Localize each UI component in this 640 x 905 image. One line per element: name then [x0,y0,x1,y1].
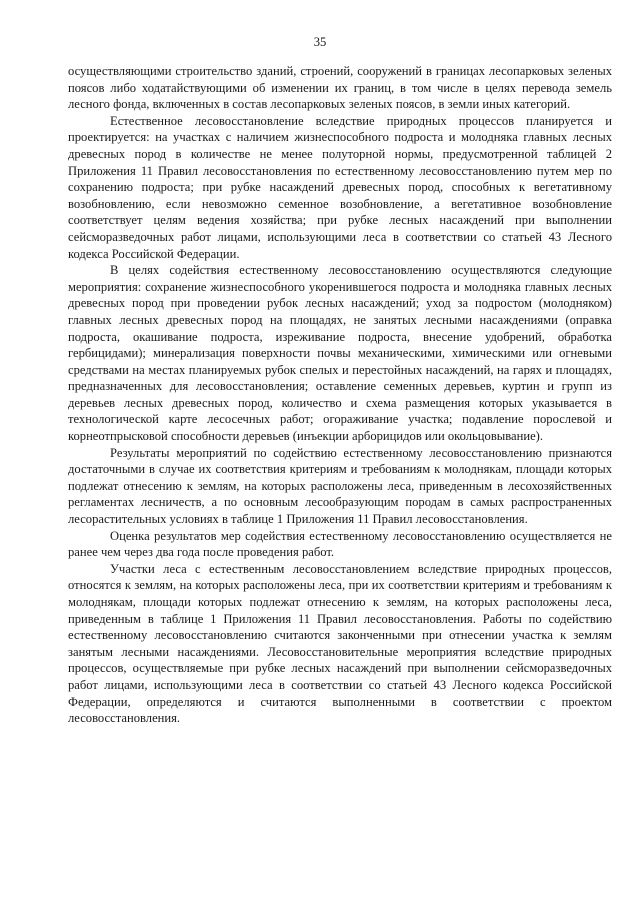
paragraph-evaluation: Оценка результатов мер содействия естественному лесовосстановлению осуществляется не ранее чем через два года после проведения работ. [68,528,612,560]
paragraph-assistance-measures: В целях содействия естественному лесовосстановлению осуществляются следующие мероприятия: сохранение жизнеспособного укоренившегося подроста и молодняка главных лесных древесных пород при проведении рубок лесных насаждений; уход за подростом (молодняком) главных лесных древесных пород на площадях, не занятых лесными насаждениями (оправка подроста, окашивание подроста, изреживание подроста, внесение удобрений, обработка гербицидами); минерализация поверхности почвы механическими, химическими или огневыми средствами на местах планируемых рубок спелых и перестойных насаждений, на гарях и площадях, предназначенных для лесовосстановления; оставление семенных деревьев, куртин и групп из деревьев лесных древесных пород, количество и схема размещения которых указывается в технологической карте лесосечных работ; огораживание участка; подавление порослевой и корнеотпрысковой способности деревьев (инъекции арборицидов или окольцовывание). [68,263,612,444]
paragraph-results: Результаты мероприятий по содействию естественному лесовосстановлению признаются достаточными в случае их соответствия критериям и требованиям к молоднякам, площади которых подлежат отнесению к землям, на которых расположены леса, приведенным в лесохозяйственных регламентах лесничеств, а по основным лесообразующим породам в самых распространенных лесорастительных условиях в таблице 1 Приложения 11 Правил лесовосстановления. [68,445,612,527]
page-number: 35 [313,35,327,49]
paragraph-continuation: осуществляющими строительство зданий, строений, сооружений в границах лесопарковых зеленых поясов либо ходатайствующими об изменении их границ, в том числе в целях перевода земель лесного фонда, включенных в состав лесопарковых зеленых поясов, в земли иных категорий. [68,64,612,112]
paragraph-natural-reforestation: Естественное лесовосстановление вследствие природных процессов планируется и проектируется: на участках с наличием жизнеспособного подроста и молодняка главных лесных древесных пород в количестве не менее полуторной нормы, предусмотренной таблицей 2 Приложения 11 Правил лесовосстановления по естественному лесовосстановлению путем мер по сохранению подроста; при рубке насаждений древесных пород, способных к вегетативному возобновлению, если невозможно семенное возобновление, а вегетативное возобновление соответствует целям ведения хозяйства; при рубке лесных насаждений при выполнении сейсморазведочных работ лицами, использующими леса в соответствии со статьей 43 Лесного кодекса Российской Федерации. [68,113,612,261]
paragraph-completion: Участки леса с естественным лесовосстановлением вследствие природных процессов, относятся к землям, на которых расположены леса, при их соответствии критериям и требованиям к молоднякам, площади которых подлежат отнесению к землям, на которых расположены леса, приведенным в таблице 1 Приложения 11 Правил лесовосстановления. Работы по содействию естественному лесовосстановлению считаются законченными при отнесении участка к землям занятым лесными насаждениями. Лесовосстановительные мероприятия вследствие природных процессов, осуществляемые при рубке лесных насаждений при выполнении сейсморазведочных работ лицами, использующими леса в соответствии со статьей 43 Лесного кодекса Российской Федерации, определяются и считаются выполненными в соответствии с проектом лесовосстановления. [68,561,612,726]
